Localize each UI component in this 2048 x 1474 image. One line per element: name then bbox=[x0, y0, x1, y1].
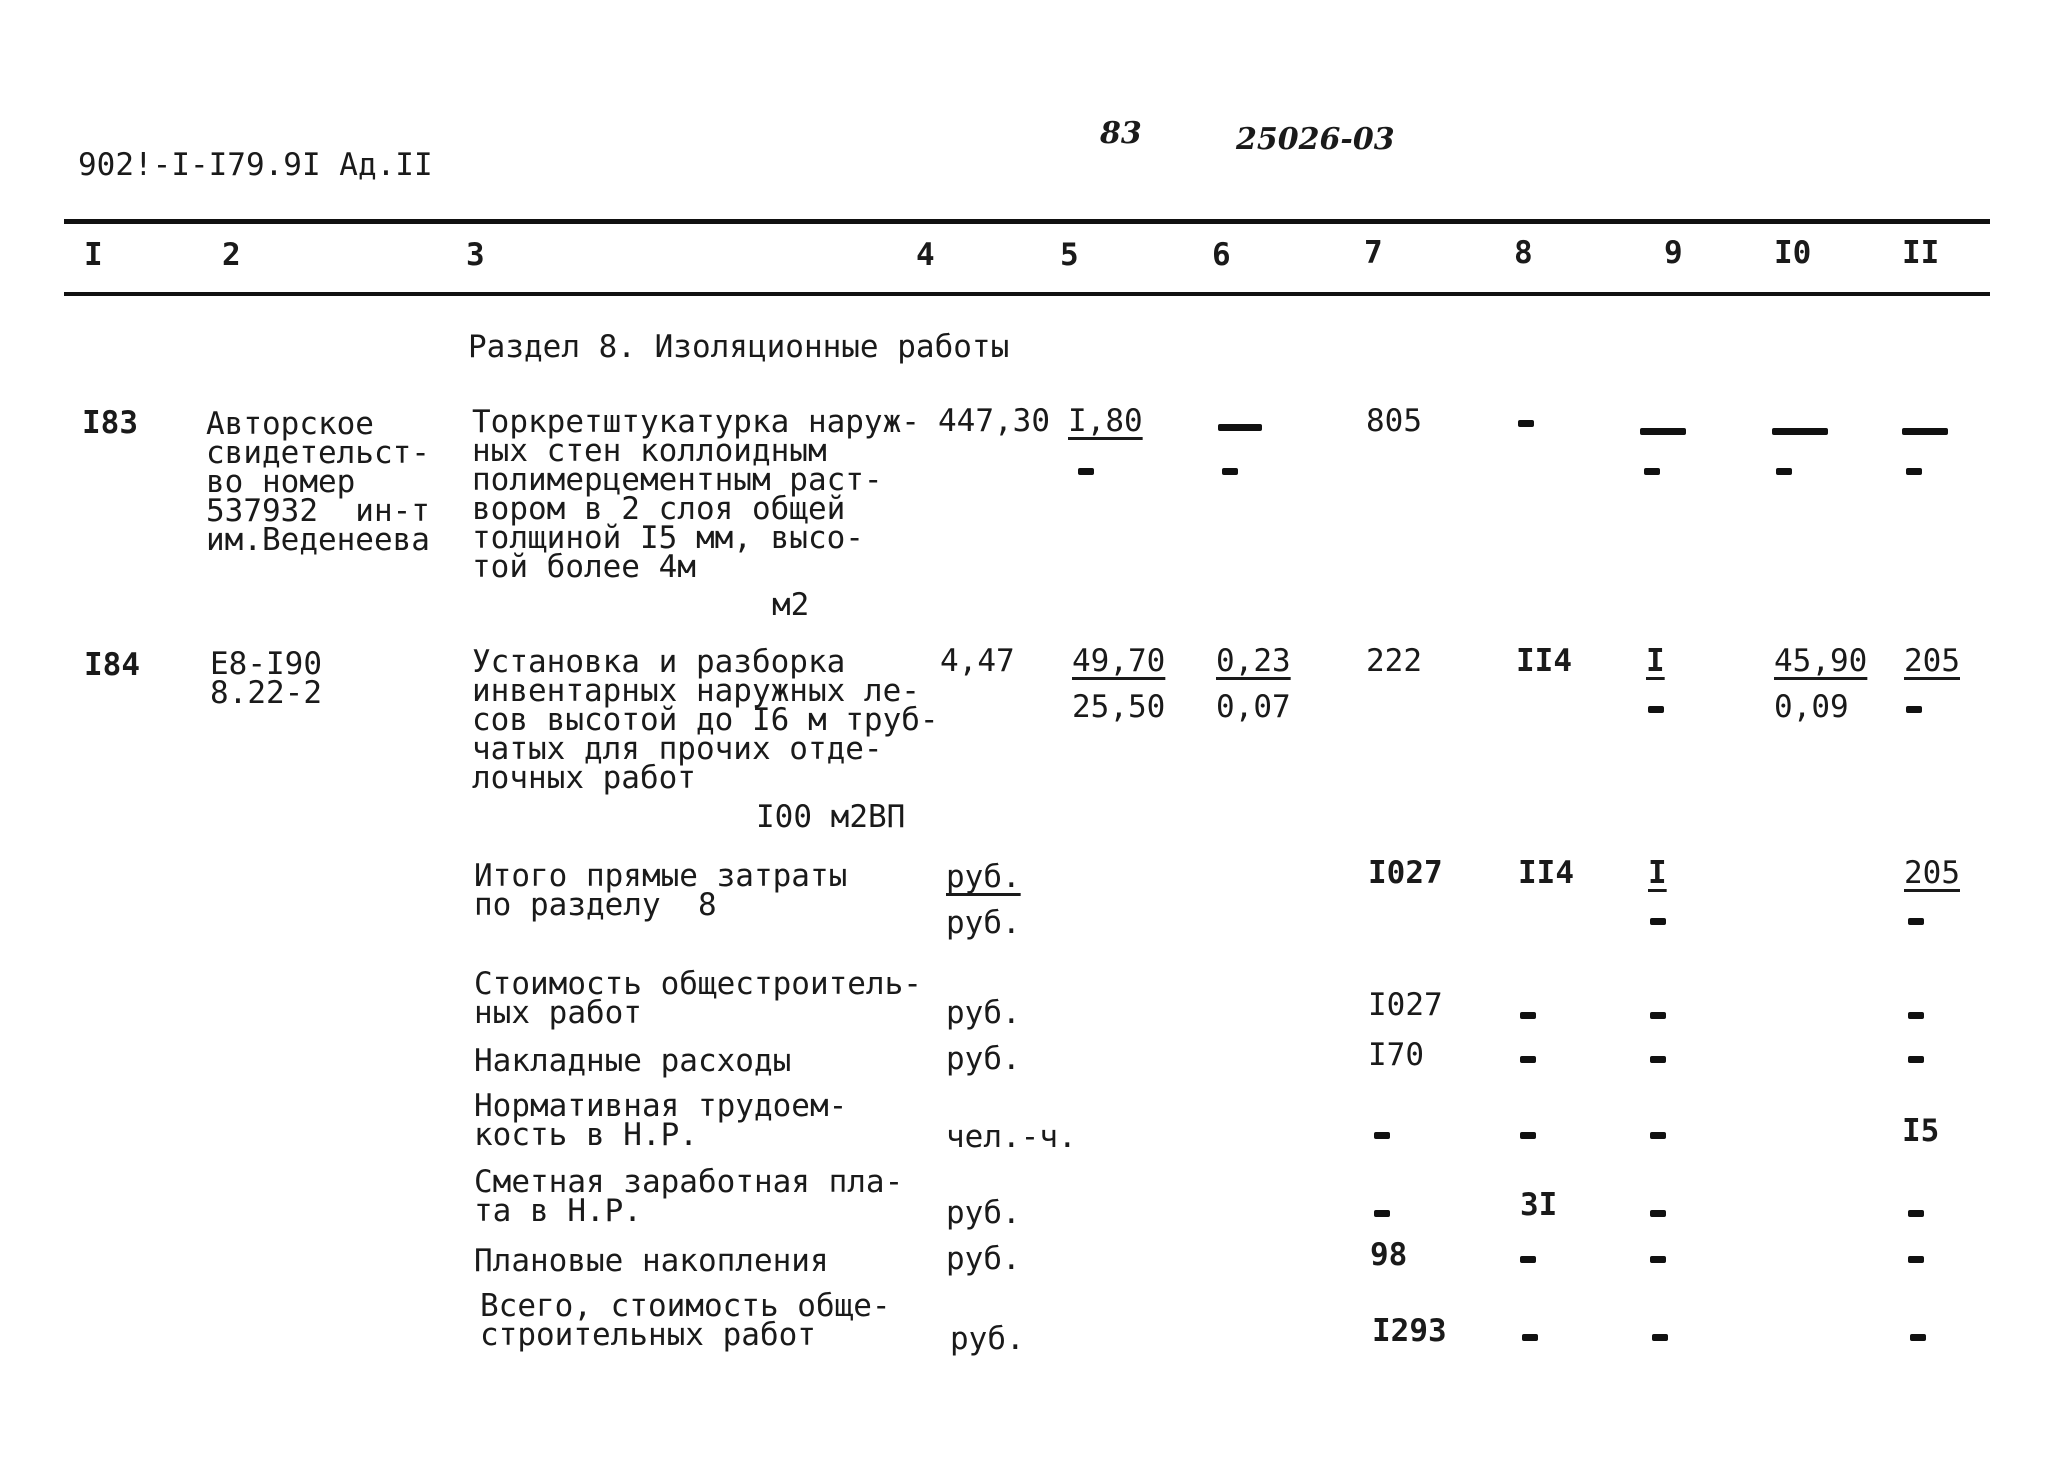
unit-of-measure: м2 bbox=[772, 587, 810, 623]
labor-hours: 205 bbox=[1904, 643, 1960, 679]
work-description: Торкретштукатурка наруж- ных стен коллоидным полимерцементным раст- вором в 2 слоя общей толщиной I5 мм, высо- той более 4м bbox=[472, 404, 920, 585]
wage-cost: 3I bbox=[1520, 1187, 1558, 1223]
total-cost: I293 bbox=[1372, 1313, 1447, 1349]
unit-of-measure: руб. bbox=[950, 1321, 1025, 1357]
document-code: 902!-I-I79.9I Ад.II bbox=[78, 147, 433, 183]
total-label: Нормативная трудоем- кость в Н.Р. bbox=[474, 1088, 848, 1153]
empty-dash bbox=[1910, 1334, 1926, 1341]
empty-dash bbox=[1650, 1210, 1666, 1217]
column-header-1: I bbox=[84, 237, 103, 273]
norm-code: Е8-I90 8.22-2 bbox=[210, 646, 322, 711]
row-number: I83 bbox=[82, 405, 138, 441]
unit-of-measure: чел.-ч. bbox=[946, 1119, 1077, 1155]
quantity: 4,47 bbox=[940, 643, 1015, 679]
empty-dash bbox=[1648, 706, 1664, 713]
unit-of-measure: руб. bbox=[946, 1195, 1021, 1231]
total-cost: I027 bbox=[1368, 987, 1443, 1023]
column-header-7: 7 bbox=[1364, 235, 1383, 271]
column-header-10: I0 bbox=[1774, 235, 1812, 271]
unit-cost: I,80 bbox=[1068, 403, 1143, 439]
column-header-6: 6 bbox=[1212, 237, 1231, 273]
unit-of-measure: I00 м2ВП bbox=[756, 799, 906, 835]
empty-dash bbox=[1650, 1056, 1666, 1063]
unit-of-measure: руб. bbox=[946, 995, 1021, 1031]
empty-dash bbox=[1908, 1256, 1924, 1263]
labor-total-bottom: 0,09 bbox=[1774, 689, 1849, 725]
empty-dash bbox=[1908, 1210, 1924, 1217]
empty-dash bbox=[1640, 428, 1686, 435]
unit-cost-total: 49,70 bbox=[1072, 643, 1166, 679]
empty-dash bbox=[1520, 1256, 1536, 1263]
total-cost: I70 bbox=[1368, 1037, 1424, 1073]
column-header-8: 8 bbox=[1514, 235, 1533, 271]
page-number: 83 bbox=[1100, 116, 1142, 151]
quantity: 447,30 bbox=[938, 403, 1050, 439]
total-cost: 222 bbox=[1366, 643, 1422, 679]
empty-dash bbox=[1522, 1334, 1538, 1341]
section-title: Раздел 8. Изоляционные работы bbox=[468, 329, 1010, 365]
unit-of-measure: руб. bbox=[946, 1041, 1021, 1077]
empty-dash bbox=[1908, 1012, 1924, 1019]
empty-dash bbox=[1776, 468, 1792, 475]
stamp-number: 25026-03 bbox=[1236, 122, 1395, 157]
empty-dash bbox=[1520, 1056, 1536, 1063]
empty-dash bbox=[1518, 420, 1534, 427]
empty-dash bbox=[1906, 706, 1922, 713]
row-number: I84 bbox=[84, 647, 140, 683]
empty-dash bbox=[1078, 468, 1094, 475]
empty-dash bbox=[1908, 1056, 1924, 1063]
column-header-2: 2 bbox=[222, 237, 241, 273]
column-header-11: II bbox=[1902, 235, 1940, 271]
total-label: Итого прямые затраты по разделу 8 bbox=[474, 858, 848, 923]
total-label: Стоимость общестроитель- ных работ bbox=[474, 966, 922, 1031]
table-header-rule bbox=[64, 292, 1990, 296]
total-cost: 805 bbox=[1366, 403, 1422, 439]
table-top-rule bbox=[64, 219, 1990, 224]
empty-dash bbox=[1908, 918, 1924, 925]
column-header-3: 3 bbox=[466, 237, 485, 273]
total-cost: 98 bbox=[1370, 1237, 1408, 1273]
total-label: Сметная заработная пла- та в Н.Р. bbox=[474, 1164, 904, 1229]
unit-of-measure: руб. bbox=[946, 859, 1021, 895]
machine-cost: I bbox=[1648, 855, 1667, 891]
column-header-5: 5 bbox=[1060, 237, 1079, 273]
labor-hours: I5 bbox=[1902, 1113, 1940, 1149]
unit-cost-wage: 25,50 bbox=[1072, 689, 1166, 725]
empty-dash bbox=[1906, 468, 1922, 475]
labor-total-top: 45,90 bbox=[1774, 643, 1868, 679]
total-label: Накладные расходы bbox=[474, 1043, 792, 1079]
empty-dash bbox=[1222, 468, 1238, 475]
wage-cost: II4 bbox=[1518, 855, 1574, 891]
empty-dash bbox=[1374, 1210, 1390, 1217]
empty-dash bbox=[1650, 918, 1666, 925]
column-header-9: 9 bbox=[1664, 235, 1683, 271]
empty-dash bbox=[1644, 468, 1660, 475]
unit-of-measure: руб. bbox=[946, 1241, 1021, 1277]
empty-dash bbox=[1902, 428, 1948, 435]
labor-unit-top: 0,23 bbox=[1216, 643, 1291, 679]
unit-of-measure: руб. bbox=[946, 905, 1021, 941]
total-cost: I027 bbox=[1368, 855, 1443, 891]
wage-cost: II4 bbox=[1516, 643, 1572, 679]
empty-dash bbox=[1374, 1132, 1390, 1139]
empty-dash bbox=[1520, 1012, 1536, 1019]
empty-dash bbox=[1652, 1334, 1668, 1341]
column-header-4: 4 bbox=[916, 237, 935, 273]
empty-dash bbox=[1650, 1012, 1666, 1019]
empty-dash bbox=[1520, 1132, 1536, 1139]
machine-cost: I bbox=[1646, 643, 1665, 679]
empty-dash bbox=[1650, 1132, 1666, 1139]
labor-hours: 205 bbox=[1904, 855, 1960, 891]
norm-code: Авторское свидетельст- во номер 537932 ин-т им.Веденеева bbox=[206, 406, 430, 558]
total-label: Всего, стоимость обще- строительных работ bbox=[480, 1288, 891, 1353]
empty-dash bbox=[1218, 424, 1262, 431]
total-label: Плановые накопления bbox=[474, 1243, 829, 1279]
empty-dash bbox=[1772, 428, 1828, 435]
labor-unit-bottom: 0,07 bbox=[1216, 689, 1291, 725]
empty-dash bbox=[1650, 1256, 1666, 1263]
work-description: Установка и разборка инвентарных наружных ле- сов высотой до I6 м труб- чатых для прочих отде- лочных работ bbox=[472, 644, 939, 796]
